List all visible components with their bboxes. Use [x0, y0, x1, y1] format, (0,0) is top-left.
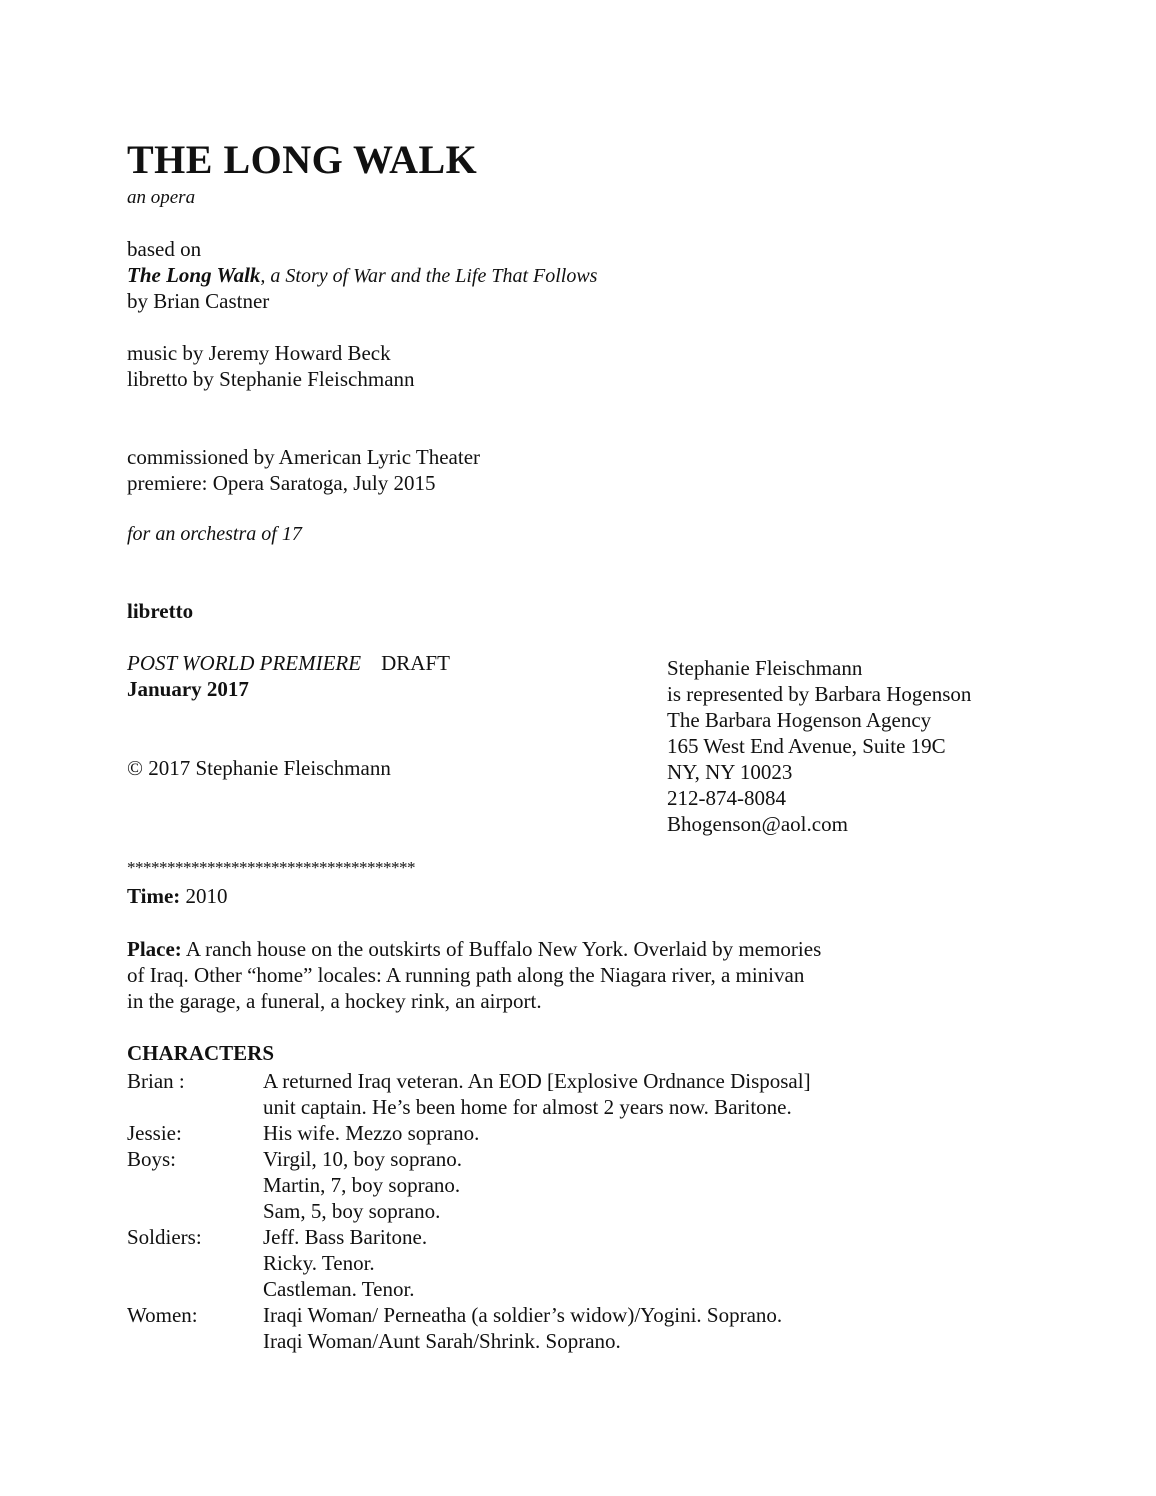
time-value: 2010: [180, 884, 228, 908]
character-role: Brian :: [127, 1069, 185, 1093]
agent-contact-block: [667, 655, 971, 837]
contact-line: NY, NY 10023: [667, 760, 793, 784]
contact-line: Stephanie Fleischmann: [667, 656, 863, 680]
place-text: A ranch house on the outskirts of Buffalo New York. Overlaid by memories: [181, 937, 822, 961]
contact-line: The Barbara Hogenson Agency: [667, 708, 932, 732]
place-text: in the garage, a funeral, a hockey rink, an airport.: [127, 989, 542, 1013]
based-on-label: based on: [127, 237, 202, 261]
separator-line: ************************************: [127, 858, 415, 877]
character-description: Martin, 7, boy soprano.: [263, 1173, 461, 1197]
place-text: of Iraq. Other “home” locales: A running path along the Niagara river, a minivan: [127, 963, 805, 987]
character-description: A returned Iraq veteran. An EOD [Explosive Ordnance Disposal]: [263, 1069, 811, 1093]
contact-email: Bhogenson@aol.com: [667, 812, 848, 836]
character-role: Soldiers:: [127, 1225, 202, 1249]
book-author: by Brian Castner: [127, 289, 270, 313]
time-label: Time:: [127, 884, 181, 908]
draft-date: January 2017: [127, 677, 249, 701]
music-credit: music by Jeremy Howard Beck: [127, 341, 391, 365]
book-title: The Long Walk: [127, 263, 261, 287]
draft-status-line: [127, 650, 450, 676]
page-title: THE LONG WALK: [127, 137, 478, 182]
character-role: Women:: [127, 1303, 198, 1327]
character-description: unit captain. He’s been home for almost 2 years now. Baritone.: [263, 1095, 792, 1119]
draft-status: POST WORLD PREMIERE: [127, 651, 362, 675]
place-block: [127, 936, 821, 1014]
time-line: [127, 883, 228, 909]
contact-phone: 212-874-8084: [667, 786, 786, 810]
contact-line: is represented by Barbara Hogenson: [667, 682, 972, 706]
character-role: Jessie:: [127, 1121, 182, 1145]
characters-heading: CHARACTERS: [127, 1041, 275, 1065]
character-role: Boys:: [127, 1147, 177, 1171]
character-description: His wife. Mezzo soprano.: [263, 1121, 480, 1145]
section-label: libretto: [127, 599, 194, 623]
character-description: Virgil, 10, boy soprano.: [263, 1147, 463, 1171]
libretto-credit: libretto by Stephanie Fleischmann: [127, 367, 415, 391]
character-description: Ricky. Tenor.: [263, 1251, 375, 1275]
source-book-line: [127, 262, 597, 289]
draft-type: DRAFT: [381, 651, 450, 675]
orchestra-note: for an orchestra of 17: [127, 523, 302, 545]
subtitle: an opera: [127, 187, 196, 208]
contact-line: 165 West End Avenue, Suite 19C: [667, 734, 946, 758]
character-description: Sam, 5, boy soprano.: [263, 1199, 441, 1223]
premiere-credit: premiere: Opera Saratoga, July 2015: [127, 471, 436, 495]
character-description: Iraqi Woman/Aunt Sarah/Shrink. Soprano.: [263, 1329, 621, 1353]
place-label: Place:: [127, 937, 182, 961]
commission-credit: commissioned by American Lyric Theater: [127, 445, 481, 469]
character-description: Castleman. Tenor.: [263, 1277, 415, 1301]
book-subtitle: , a Story of War and the Life That Follows: [260, 265, 598, 287]
character-description: Jeff. Bass Baritone.: [263, 1225, 428, 1249]
copyright: © 2017 Stephanie Fleischmann: [127, 756, 391, 780]
character-description: Iraqi Woman/ Perneatha (a soldier’s widow)/Yogini. Soprano.: [263, 1303, 783, 1327]
